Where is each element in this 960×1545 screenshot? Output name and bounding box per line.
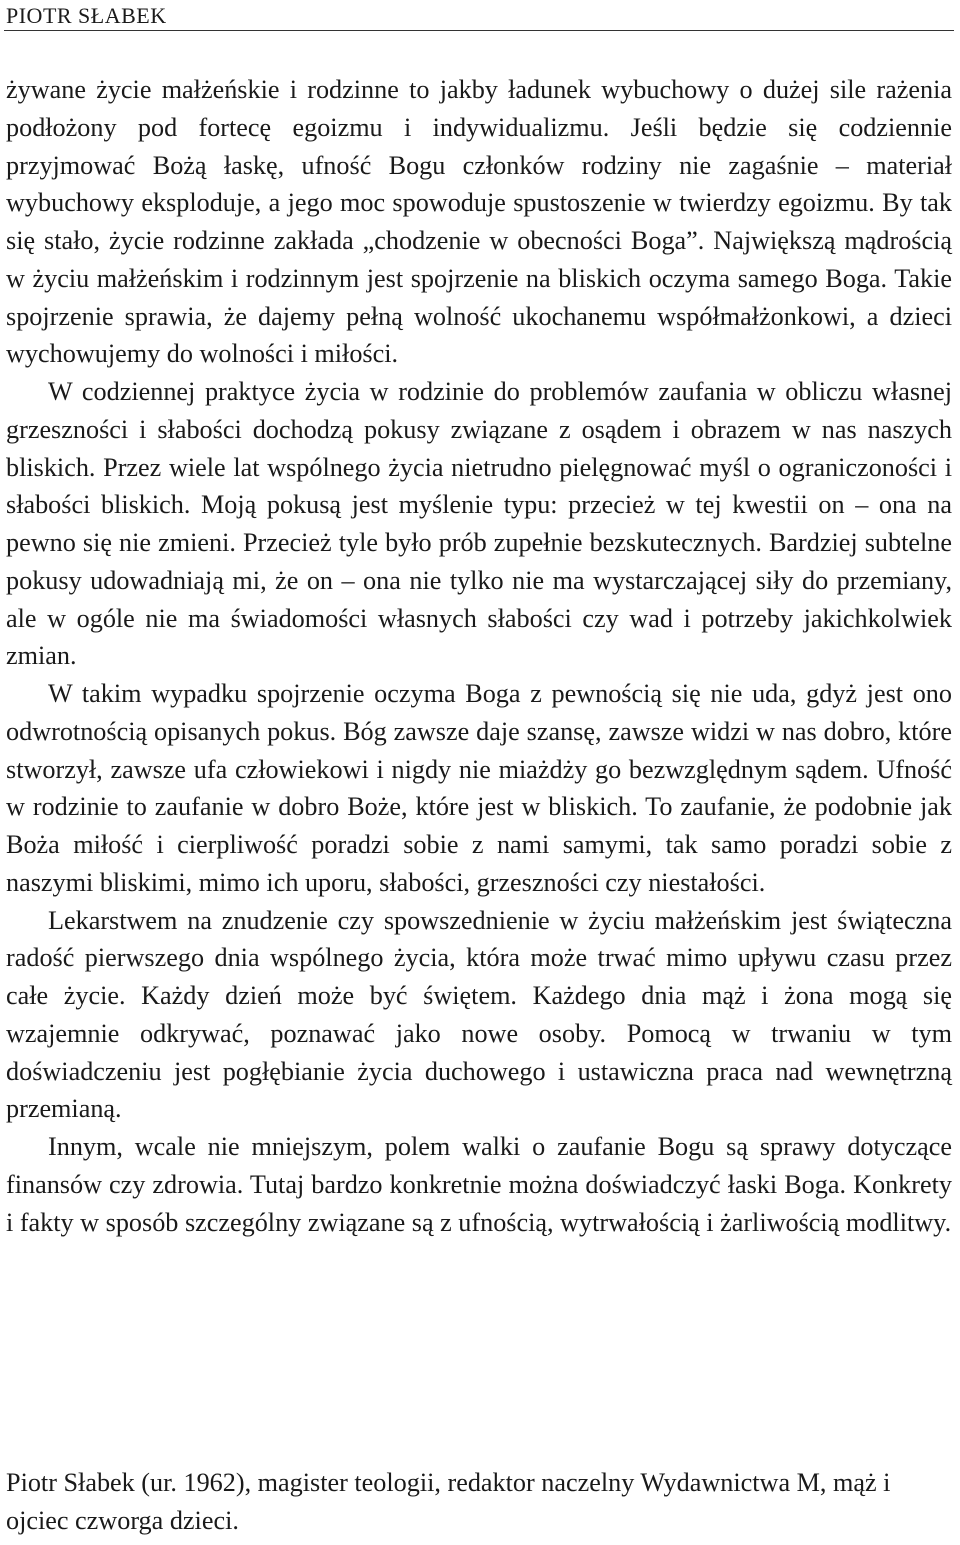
article-body xyxy=(6,71,952,1241)
running-head: PIOTR SŁABEK xyxy=(6,3,167,28)
paragraph: Innym, wcale nie mniejszym, polem walki o zaufanie Bogu są sprawy dotyczące finansów czy zdrowia. Tutaj bardzo konkretnie można doświadczyć łaski Boga. Konkrety i fakty w sposób szczególny związane są z ufnością, wytrwałością i żarliwością modlitwy. xyxy=(6,1132,952,1237)
author-note: Piotr Słabek (ur. 1962), magister teologii, redaktor naczelny Wydawnictwa M, mąż i ojciec czworga dzieci. xyxy=(6,1468,891,1535)
paragraph: Lekarstwem na znudzenie czy spowszednienie w życiu małżeńskim jest świąteczna radość pierwszego dnia wspólnego życia, która może trwać mimo upływu czasu przez całe życie. Każdy dzień może być świętem. Każdego dnia mąż i żona mogą się wzajemnie odkrywać, poznawać jako nowe osoby. Pomocą w trwaniu w tym doświadczeniu jest pogłębianie życia duchowego i ustawiczna praca nad wewnętrzną przemianą. xyxy=(6,905,952,1124)
paragraph: W takim wypadku spojrzenie oczyma Boga z pewnością się nie uda, gdyż jest ono odwrotnością opisanych pokus. Bóg zawsze daje szansę, zawsze widzi w nas dobro, które stworzył, zawsze ufa człowiekowi i nigdy nie miażdży go bezwzględnym sądem. Ufność w rodzinie to zaufanie w dobro Boże, które jest w bliskich. To zaufanie, że podobnie jak Boża miłość i cierpliwość poradzi sobie z nami samymi, tak samo poradzi sobie z naszymi bliskimi, mimo ich uporu, słabości, grzeszności czy niestałości. xyxy=(6,679,952,897)
author-bio xyxy=(6,1464,952,1540)
header-rule xyxy=(4,30,954,31)
paragraph: W codziennej praktyce życia w rodzinie do problemów zaufania w obliczu własnej grzeszności i słabości dochodzą pokusy związane z osądem i obrazem w nas naszych bliskich. Przez wiele lat wspólnego życia nietrudno pielęgnować myśl o ograniczoności i słabości bliskich. Moją pokusą jest myślenie typu: przecież w tej kwestii on – ona na pewno się nie zmieni. Przecież tyle było prób zupełnie bezskutecznych. Bardziej subtelne pokusy udowadniają mi, że on – ona nie tylko nie ma wystarczającej siły do przemiany, ale w ogóle nie ma świadomości własnych słabości czy wad i potrzeby jakichkolwiek zmian. xyxy=(6,377,952,671)
paragraph-continued: żywane życie małżeńskie i rodzinne to jakby ładunek wybuchowy o dużej sile rażenia podłożony pod fortecę egoizmu i indywidualizmu. Jeśli będzie się codziennie przyjmować Bożą łaskę, ufność Bogu członków rodziny nie zagaśnie – materiał wybuchowy eksploduje, a jego moc spowoduje spustoszenie w twierdzy egoizmu. By tak się stało, życie rodzinne zakłada „chodzenie w obecności Boga”. Największą mądrością w życiu małżeńskim i rodzinnym jest spojrzenie na bliskich oczyma samego Boga. Takie spojrzenie sprawia, że dajemy pełną wolność ukochanemu współmałżonkowi, a dzieci wychowujemy do wolności i miłości. xyxy=(6,75,952,369)
